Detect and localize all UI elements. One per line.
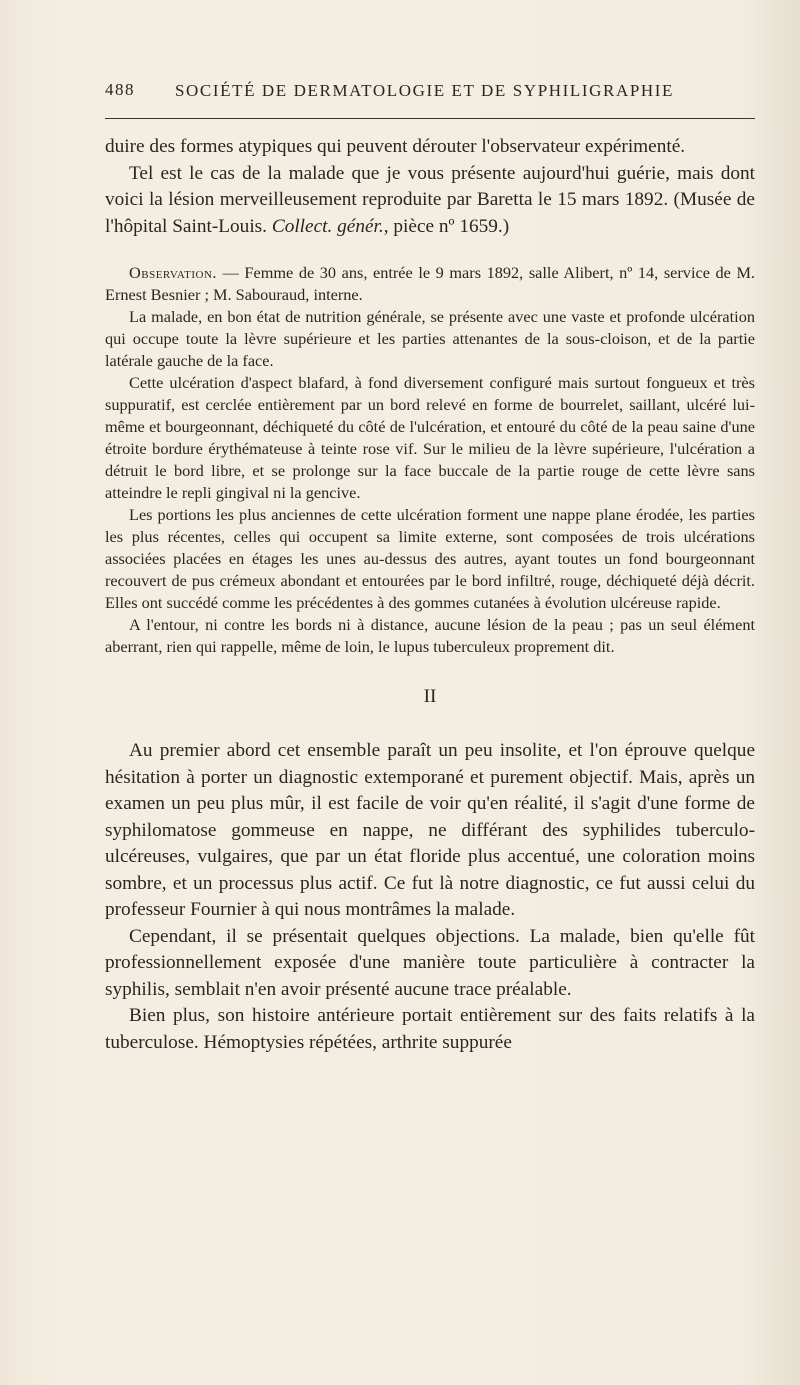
observation-paragraph-4: Les portions les plus anciennes de cette ulcération forment une nappe plane érodée, les parties les plus récentes, celles qui occupent sa limite externe, sont composées de trois ulcérations associées placées en étages les unes au-dessus des autres, ayant toutes un fond bourgeonnant recouvert de pus crémeux abondant et entourées par le bord infiltré, rouge, déchiqueté déjà décrit. Elles ont succédé comme les précédentes à des gommes cutanées à évolution ulcéreuse rapide. (105, 505, 755, 612)
intro-paragraph-2-end: , pièce nº 1659.) (383, 215, 510, 237)
discussion-paragraph-2: Cependant, il se présentait quelques objections. La malade, bien qu'elle fût professionnellement exposée d'une manière toute particulière à contracter la syphilis, semblait n'en avoir présenté aucune trace préalable. (105, 925, 755, 1000)
intro-paragraph-1: duire des formes atypiques qui peuvent dérouter l'observateur expérimenté. (105, 136, 686, 157)
observation-paragraph-3: Cette ulcération d'aspect blafard, à fond diversement configuré mais surtout fongueux et très suppuratif, est cerclée entièrement par un bord relevé en forme de bourrelet, saillant, ulcéré lui-même et bourgeonnant, déchiqueté du côté de l'ulcération, et entouré du côté de la peau saine d'une étroite bordure érythémateuse à teinte rose vif. Sur le milieu de la lèvre supérieure, l'ulcération a détruit le bord libre, et se prolonge sur la face buccale de la partie rouge de cette lèvre sans atteindre le repli gingival ni la gencive. (105, 373, 755, 502)
intro-paragraph-2-text: Tel est le cas de la malade que je vous présente aujourd'hui guérie, mais dont voici la lésion merveilleusement reproduite par Baretta le 15 mars 1892. (Musée de l'hôpital Saint-Louis. (105, 162, 755, 237)
observation-paragraph-1 (105, 262, 755, 306)
running-header (105, 80, 755, 106)
observation-paragraph-5: A l'entour, ni contre les bords ni à distance, aucune lésion de la peau ; pas un seul élément aberrant, rien qui rappelle, même de loin, le lupus tuberculeux proprement dit. (105, 615, 755, 656)
discussion-paragraph-1: Au premier abord cet ensemble paraît un peu insolite, et l'on éprouve quelque hésitation à porter un diagnostic extemporané et purement objectif. Mais, après un examen un peu plus mûr, il est facile de voir qu'en réalité, il s'agit d'une forme de syphilomatose gommeuse en nappe, ne différant des syphilides tuberculo-ulcéreuses, vulgaires, que par un état floride plus accentué, une coloration moins sombre, et un processus plus actif. Ce fut là notre diagnostic, ce fut aussi celui du professeur Fournier à qui nous montrâmes la malade. (105, 740, 755, 920)
section-heading: II (423, 686, 437, 707)
collection-citation: Collect. génér. (271, 215, 384, 237)
observation-paragraph-2: La malade, en bon état de nutrition générale, se présente avec une vaste et profonde ulcération qui occupe toute la lèvre supérieure et les parties attenantes de la sous-cloison, et de la partie latérale gauche de la face. (105, 307, 755, 370)
discussion-paragraph-3: Bien plus, son histoire antérieure portait entièrement sur des faits relatifs à la tuberculose. Hémoptysies répétées, arthrite suppurée (105, 1005, 755, 1053)
running-title: SOCIÉTÉ DE DERMATOLOGIE ET DE SYPHILIGRAPHIE (175, 81, 675, 100)
intro-paragraph-2 (105, 161, 755, 241)
header-rule (105, 118, 755, 119)
observation-intro-text: — Femme de 30 ans, entrée le 9 mars 1892, salle Alibert, nº 14, service de M. Ernest Besnier ; M. Sabouraud, interne. (105, 263, 755, 304)
page-body (105, 134, 755, 1056)
page-number: 488 (105, 80, 135, 99)
observation-label: Observation. (129, 263, 217, 282)
